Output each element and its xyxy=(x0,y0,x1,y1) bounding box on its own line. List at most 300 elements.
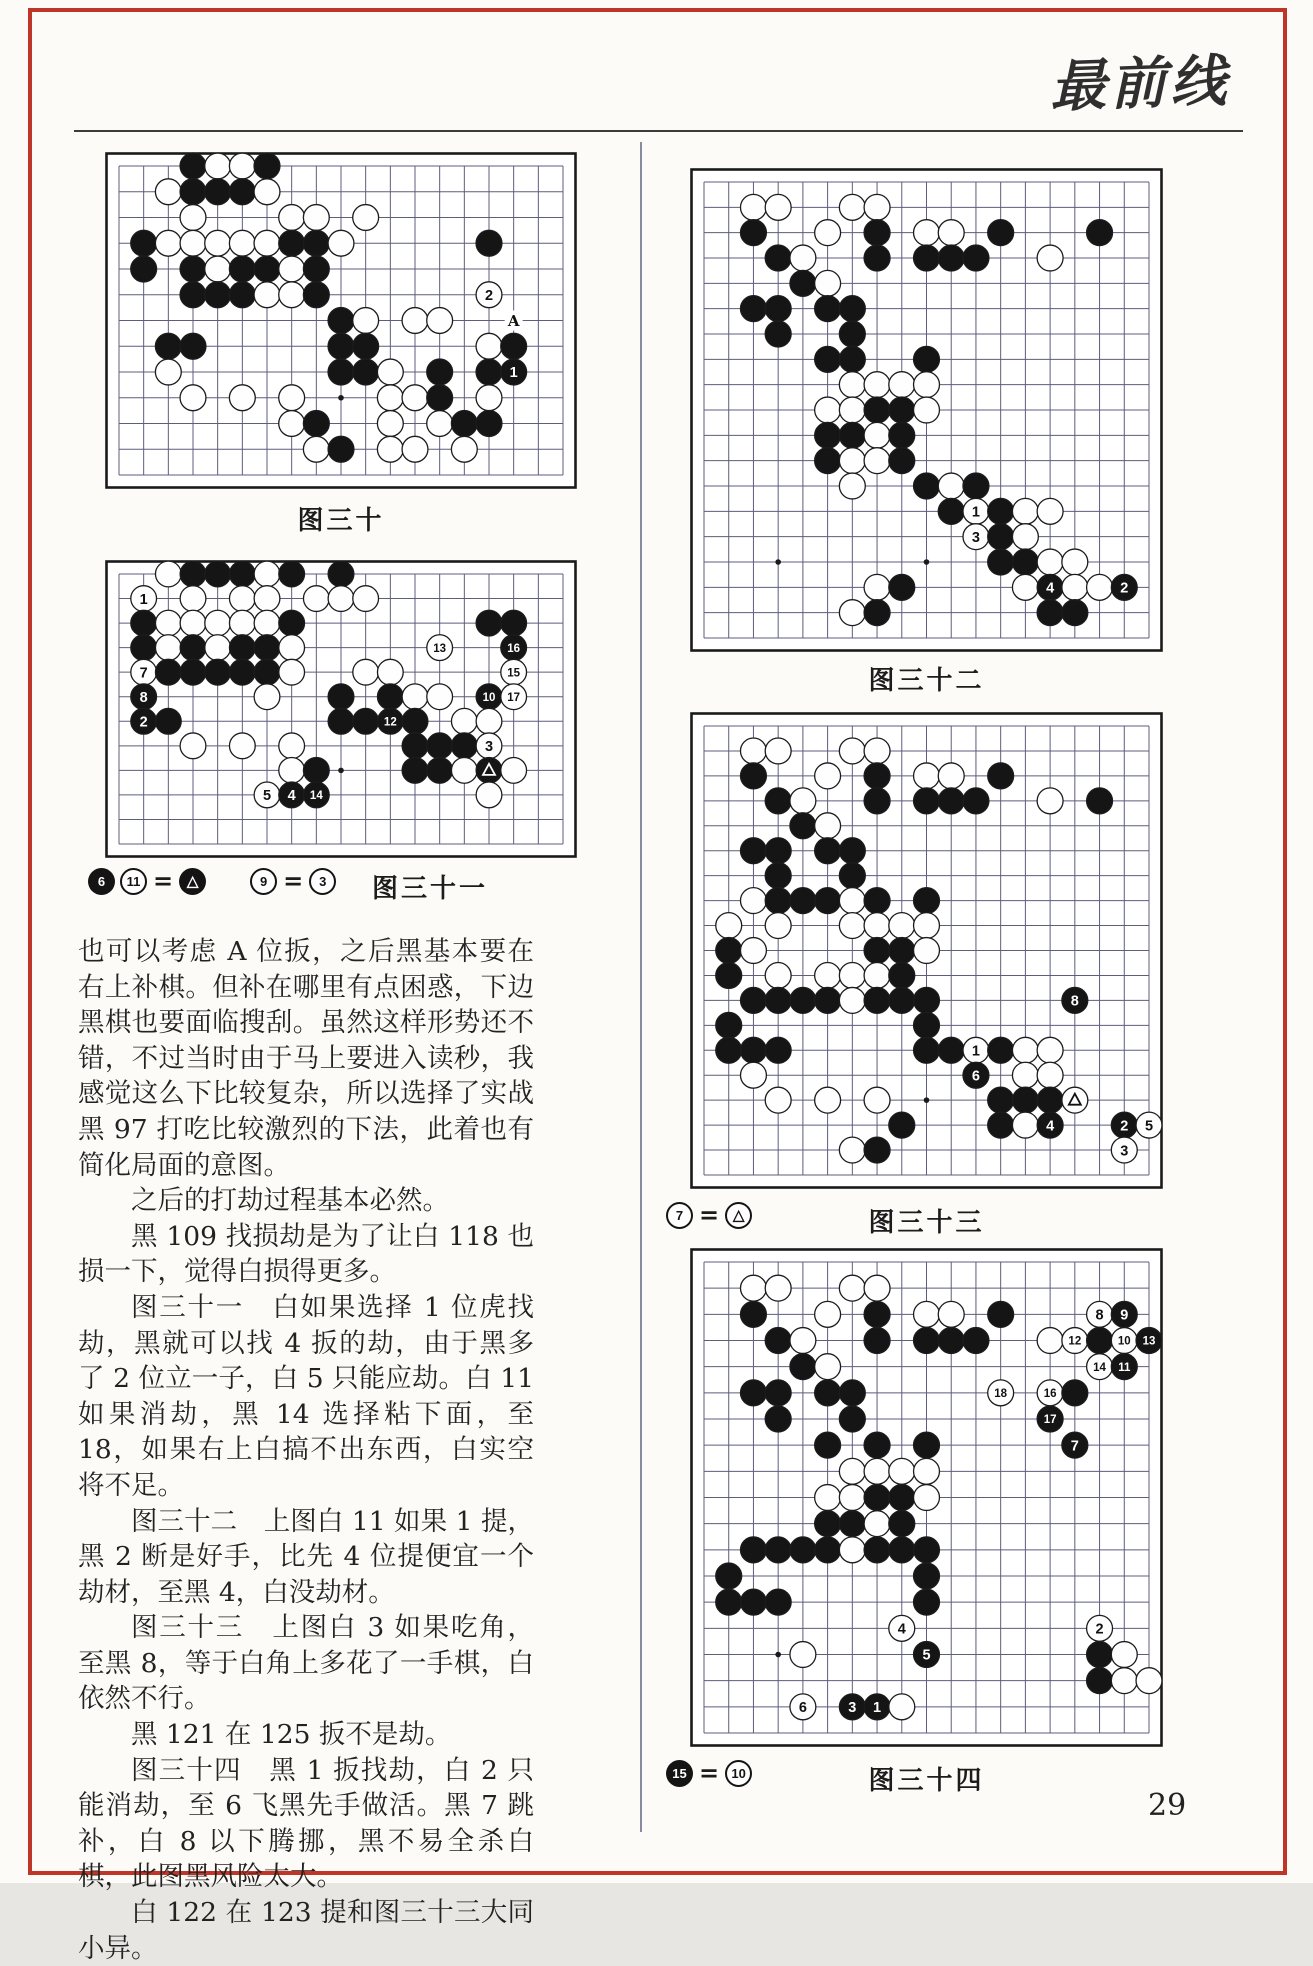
black-stone xyxy=(864,1328,890,1354)
white-stone xyxy=(353,205,379,231)
svg-text:7: 7 xyxy=(1070,1438,1079,1455)
black-stone xyxy=(914,1537,940,1563)
white-stone xyxy=(279,635,305,661)
white-stone xyxy=(229,385,255,411)
black-stone xyxy=(864,1301,890,1327)
white-stone xyxy=(254,230,280,256)
black-stone xyxy=(815,1537,841,1563)
white-stone xyxy=(914,1301,940,1327)
black-stone xyxy=(131,708,157,734)
black-stone xyxy=(716,1563,742,1589)
svg-text:13: 13 xyxy=(1142,1335,1156,1348)
white-stone xyxy=(914,913,940,939)
white-stone xyxy=(131,586,157,612)
white-stone xyxy=(765,1275,791,1301)
magazine-logo-calligraphy: 最前线 xyxy=(1048,47,1232,121)
svg-text:14: 14 xyxy=(309,790,323,803)
black-stone xyxy=(229,282,255,308)
black-stone xyxy=(864,763,890,789)
black-stone xyxy=(790,813,816,839)
black-stone xyxy=(740,296,766,322)
white-stone xyxy=(229,230,255,256)
black-stone xyxy=(839,1380,865,1406)
black-stone xyxy=(1037,1406,1063,1432)
black-stone xyxy=(740,1301,766,1327)
black-stone xyxy=(377,708,403,734)
white-stone xyxy=(205,610,231,636)
black-stone xyxy=(229,635,255,661)
white-stone xyxy=(180,610,206,636)
black-stone xyxy=(1037,600,1063,626)
white-stone xyxy=(377,385,403,411)
white-stone xyxy=(864,448,890,474)
white-stone xyxy=(740,938,766,964)
black-stone xyxy=(790,987,816,1013)
black-stone xyxy=(914,1012,940,1038)
black-stone xyxy=(914,245,940,271)
black-stone xyxy=(765,1537,791,1563)
black-stone xyxy=(839,346,865,372)
white-stone xyxy=(1012,1062,1038,1088)
black-stone xyxy=(889,1511,915,1537)
white-stone xyxy=(180,733,206,759)
white-stone xyxy=(476,333,502,359)
white-stone xyxy=(402,308,428,334)
black-stone xyxy=(1136,1328,1162,1354)
black-stone xyxy=(501,333,527,359)
svg-text:12: 12 xyxy=(1068,1335,1082,1348)
black-stone xyxy=(914,1563,940,1589)
white-stone xyxy=(1037,1037,1063,1063)
article-paragraph: 黑 121 在 125 扳不是劫。 xyxy=(131,1719,452,1751)
black-stone xyxy=(815,987,841,1013)
black-stone xyxy=(476,230,502,256)
black-stone xyxy=(229,561,255,587)
article-paragraph: 之后的打劫过程基本必然。 xyxy=(131,1185,449,1217)
white-stone xyxy=(180,230,206,256)
white-stone xyxy=(229,610,255,636)
black-stone-glyph: △ xyxy=(179,868,206,895)
white-stone xyxy=(476,282,502,308)
white-stone xyxy=(1012,1037,1038,1063)
black-stone xyxy=(1111,1112,1137,1138)
black-stone xyxy=(1111,1354,1137,1380)
black-stone xyxy=(864,1537,890,1563)
white-stone xyxy=(889,1615,915,1641)
white-stone xyxy=(254,610,280,636)
svg-text:2: 2 xyxy=(1120,1118,1129,1135)
black-stone xyxy=(501,610,527,636)
black-stone xyxy=(889,1112,915,1138)
black-stone xyxy=(889,938,915,964)
white-stone xyxy=(353,586,379,612)
black-stone xyxy=(180,256,206,282)
black-stone xyxy=(279,230,305,256)
diagram-32-board xyxy=(690,168,1163,652)
svg-text:5: 5 xyxy=(922,1647,931,1664)
white-stone xyxy=(303,205,329,231)
black-stone xyxy=(1087,1642,1113,1668)
white-stone xyxy=(1037,1328,1063,1354)
black-stone xyxy=(476,757,502,783)
black-stone xyxy=(501,635,527,661)
black-stone xyxy=(988,498,1014,524)
black-stone xyxy=(914,1037,940,1063)
white-stone xyxy=(1012,1112,1038,1138)
black-stone xyxy=(254,256,280,282)
article-paragraph: 黑 109 找损劫是为了让白 118 也损一下，觉得白损得更多。 xyxy=(78,1220,534,1288)
white-stone xyxy=(205,256,231,282)
black-stone xyxy=(914,1589,940,1615)
white-stone xyxy=(889,1458,915,1484)
white-stone xyxy=(864,1458,890,1484)
go-board-svg xyxy=(690,1248,1163,1747)
white-stone xyxy=(427,308,453,334)
white-stone xyxy=(279,256,305,282)
black-stone xyxy=(740,1037,766,1063)
black-stone xyxy=(476,359,502,385)
svg-text:5: 5 xyxy=(262,788,272,805)
black-stone xyxy=(451,411,477,437)
white-stone xyxy=(1037,1380,1063,1406)
svg-text:8: 8 xyxy=(1070,993,1079,1010)
svg-text:2: 2 xyxy=(484,287,494,304)
black-stone xyxy=(328,436,354,462)
black-stone xyxy=(740,220,766,246)
white-stone xyxy=(988,1380,1014,1406)
white-stone xyxy=(839,1137,865,1163)
white-stone xyxy=(279,411,305,437)
white-stone xyxy=(1111,1642,1137,1668)
black-stone xyxy=(279,561,305,587)
svg-text:4: 4 xyxy=(1046,580,1055,597)
svg-text:4: 4 xyxy=(897,1621,906,1638)
diagram-32-title: 图三十二 xyxy=(868,666,985,696)
white-stone xyxy=(914,1458,940,1484)
white-stone xyxy=(1062,1087,1088,1113)
black-stone xyxy=(451,733,477,759)
white-stone xyxy=(815,220,841,246)
black-stone xyxy=(740,987,766,1013)
black-stone xyxy=(815,1380,841,1406)
black-stone xyxy=(790,888,816,914)
svg-text:4: 4 xyxy=(1046,1118,1055,1135)
svg-text:16: 16 xyxy=(1043,1387,1057,1400)
black-stone xyxy=(180,635,206,661)
white-stone xyxy=(839,397,865,423)
svg-text:5: 5 xyxy=(1144,1118,1154,1135)
white-stone xyxy=(839,1485,865,1511)
white-stone xyxy=(815,763,841,789)
white-stone xyxy=(205,635,231,661)
white-stone xyxy=(205,230,231,256)
black-stone xyxy=(864,397,890,423)
black-stone xyxy=(1012,1087,1038,1113)
white-stone xyxy=(451,757,477,783)
black-stone xyxy=(889,448,915,474)
black-stone xyxy=(279,782,305,808)
diagram-33-board xyxy=(690,712,1163,1189)
black-stone xyxy=(1062,1432,1088,1458)
column-divider xyxy=(640,142,642,1832)
black-stone xyxy=(279,610,305,636)
white-stone xyxy=(377,359,403,385)
black-stone xyxy=(1111,574,1137,600)
white-stone xyxy=(815,1087,841,1113)
black-stone xyxy=(1087,1328,1113,1354)
white-stone xyxy=(402,436,428,462)
black-stone xyxy=(353,708,379,734)
white-stone xyxy=(476,708,502,734)
black-stone xyxy=(765,321,791,347)
diagram-33-title: 图三十三 xyxy=(868,1208,985,1238)
black-stone xyxy=(229,179,255,205)
black-stone xyxy=(427,385,453,411)
black-stone xyxy=(765,888,791,914)
white-stone xyxy=(914,938,940,964)
black-stone xyxy=(353,333,379,359)
diagram-31-title: 图三十一 xyxy=(371,874,488,904)
svg-text:1: 1 xyxy=(971,504,980,521)
article-text xyxy=(78,934,534,1966)
black-stone xyxy=(839,321,865,347)
white-stone xyxy=(328,230,354,256)
white-stone xyxy=(740,194,766,220)
white-stone xyxy=(1087,1354,1113,1380)
white-stone xyxy=(839,600,865,626)
white-stone xyxy=(279,659,305,685)
black-stone xyxy=(303,411,329,437)
black-stone xyxy=(988,1112,1014,1138)
black-stone xyxy=(254,635,280,661)
black-stone xyxy=(1087,788,1113,814)
black-stone xyxy=(501,359,527,385)
white-stone xyxy=(180,586,206,612)
white-stone xyxy=(864,1511,890,1537)
black-stone xyxy=(963,788,989,814)
white-stone xyxy=(740,888,766,914)
white-stone-glyph: 7 xyxy=(666,1202,693,1229)
black-stone xyxy=(864,1137,890,1163)
svg-text:1: 1 xyxy=(509,365,518,382)
white-stone xyxy=(914,372,940,398)
white-stone xyxy=(963,498,989,524)
white-stone xyxy=(864,574,890,600)
white-stone xyxy=(1037,549,1063,575)
white-stone xyxy=(864,738,890,764)
article-paragraph: 白 122 在 123 提和图三十三大同小异。 xyxy=(78,1897,534,1964)
white-stone xyxy=(914,1485,940,1511)
black-stone xyxy=(790,1537,816,1563)
black-stone xyxy=(328,684,354,710)
black-stone xyxy=(131,684,157,710)
white-stone xyxy=(1037,498,1063,524)
black-stone xyxy=(839,838,865,864)
black-stone xyxy=(402,733,428,759)
white-stone xyxy=(1111,1137,1137,1163)
black-stone xyxy=(864,788,890,814)
black-stone xyxy=(988,1087,1014,1113)
black-stone xyxy=(815,346,841,372)
black-stone xyxy=(353,359,379,385)
black-stone xyxy=(765,1328,791,1354)
black-stone xyxy=(839,296,865,322)
black-stone xyxy=(377,684,403,710)
black-stone xyxy=(864,245,890,271)
black-stone xyxy=(839,1511,865,1537)
black-stone xyxy=(839,422,865,448)
article-paragraph: 图三十一 白如果选择 1 位虎找劫，黑就可以找 4 扳的劫，由于黑多了 2 位立一子，白 5 只能应劫。白 11 如果消劫，黑 14 选择粘下面，至 18，如果右上白搞不出东西，白实空将不足。 xyxy=(78,1291,534,1501)
black-stone xyxy=(765,1589,791,1615)
svg-text:17: 17 xyxy=(507,691,521,704)
white-stone-glyph: 11 xyxy=(120,868,147,895)
svg-text:2: 2 xyxy=(1120,580,1129,597)
black-stone xyxy=(914,888,940,914)
equals-sign: = xyxy=(153,867,174,895)
black-stone xyxy=(180,333,206,359)
white-stone xyxy=(1111,1668,1137,1694)
black-stone xyxy=(131,610,157,636)
black-stone xyxy=(131,635,157,661)
white-stone xyxy=(839,962,865,988)
black-stone xyxy=(180,561,206,587)
white-stone xyxy=(155,179,181,205)
black-stone xyxy=(476,411,502,437)
svg-text:3: 3 xyxy=(971,529,980,546)
white-stone xyxy=(938,473,964,499)
black-stone xyxy=(716,938,742,964)
white-stone xyxy=(279,385,305,411)
black-stone xyxy=(889,1537,915,1563)
black-stone xyxy=(155,659,181,685)
black-stone xyxy=(716,962,742,988)
white-stone xyxy=(427,635,453,661)
white-stone xyxy=(254,179,280,205)
black-stone xyxy=(963,1328,989,1354)
white-stone xyxy=(938,1301,964,1327)
black-stone xyxy=(889,1485,915,1511)
black-stone xyxy=(914,1642,940,1668)
black-stone xyxy=(131,230,157,256)
black-stone xyxy=(1087,1668,1113,1694)
article-paragraph: 图三十三 上图白 3 如果吃角，至黑 8，等于白角上多花了一手棋，白依然不行。 xyxy=(78,1612,534,1715)
black-stone xyxy=(864,220,890,246)
svg-text:4: 4 xyxy=(287,788,296,805)
svg-text:16: 16 xyxy=(507,642,521,655)
white-stone xyxy=(476,385,502,411)
black-stone xyxy=(765,987,791,1013)
svg-text:8: 8 xyxy=(139,689,148,706)
equals-sign: = xyxy=(283,867,304,895)
go-board-svg xyxy=(690,168,1163,652)
black-stone xyxy=(765,1380,791,1406)
white-stone xyxy=(254,782,280,808)
black-stone xyxy=(938,1328,964,1354)
white-stone xyxy=(1037,1062,1063,1088)
white-stone xyxy=(1037,788,1063,814)
white-stone xyxy=(790,1328,816,1354)
black-stone xyxy=(1062,987,1088,1013)
white-stone xyxy=(1087,1615,1113,1641)
point-label xyxy=(505,311,523,331)
black-stone xyxy=(740,838,766,864)
black-stone xyxy=(988,1301,1014,1327)
black-stone xyxy=(765,245,791,271)
white-stone xyxy=(864,1087,890,1113)
white-stone xyxy=(740,1275,766,1301)
black-stone xyxy=(716,1589,742,1615)
white-stone xyxy=(427,684,453,710)
black-stone xyxy=(205,282,231,308)
white-stone xyxy=(254,586,280,612)
diagram-30-title: 图三十 xyxy=(297,506,385,536)
diagram-34-title: 图三十四 xyxy=(868,1766,985,1796)
white-stone xyxy=(889,1694,915,1720)
black-stone xyxy=(864,1432,890,1458)
white-stone xyxy=(377,411,403,437)
black-stone xyxy=(303,782,329,808)
black-stone xyxy=(864,938,890,964)
white-stone xyxy=(839,194,865,220)
svg-text:12: 12 xyxy=(383,716,397,729)
page-number: 29 xyxy=(1148,1788,1187,1823)
white-stone xyxy=(864,913,890,939)
white-stone xyxy=(914,397,940,423)
white-stone xyxy=(716,913,742,939)
black-stone xyxy=(815,838,841,864)
black-stone xyxy=(180,179,206,205)
black-stone xyxy=(131,256,157,282)
white-stone xyxy=(839,913,865,939)
black-stone xyxy=(914,788,940,814)
black-stone xyxy=(205,561,231,587)
black-stone xyxy=(180,153,206,179)
svg-text:6: 6 xyxy=(798,1700,807,1717)
white-stone xyxy=(765,738,791,764)
black-stone xyxy=(988,549,1014,575)
white-stone xyxy=(765,962,791,988)
white-stone xyxy=(938,763,964,789)
white-stone xyxy=(963,1037,989,1063)
black-stone xyxy=(938,788,964,814)
black-stone xyxy=(938,498,964,524)
white-stone xyxy=(402,684,428,710)
white-stone xyxy=(328,586,354,612)
black-stone xyxy=(1037,574,1063,600)
diagram-30-board xyxy=(105,152,577,489)
header-rule xyxy=(74,130,1243,132)
white-stone xyxy=(938,220,964,246)
white-stone xyxy=(254,561,280,587)
svg-text:15: 15 xyxy=(507,667,521,680)
black-stone xyxy=(1062,1380,1088,1406)
black-stone xyxy=(180,659,206,685)
white-stone xyxy=(740,738,766,764)
white-stone xyxy=(815,813,841,839)
white-stone xyxy=(155,359,181,385)
white-stone xyxy=(279,282,305,308)
black-stone xyxy=(889,987,915,1013)
white-stone xyxy=(180,385,206,411)
white-stone xyxy=(790,245,816,271)
black-stone xyxy=(815,448,841,474)
black-stone xyxy=(303,282,329,308)
svg-text:13: 13 xyxy=(433,642,447,655)
black-stone xyxy=(914,346,940,372)
black-stone xyxy=(765,296,791,322)
svg-text:6: 6 xyxy=(971,1068,980,1085)
black-stone xyxy=(765,788,791,814)
